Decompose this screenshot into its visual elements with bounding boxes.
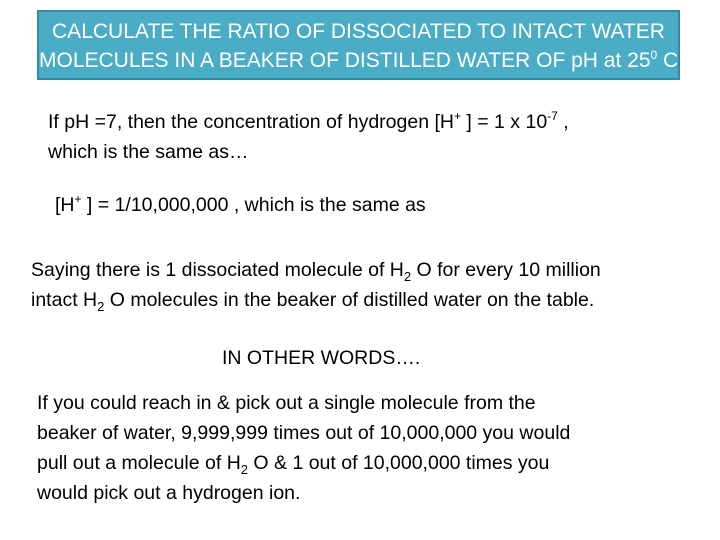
ph-line-2: which is the same as… (48, 141, 249, 163)
probability-line-1: If you could reach in & pick out a single molecule from the (37, 392, 536, 414)
probability-line-2: beaker of water, 9,999,999 times out of 10,000,000 you would (37, 422, 571, 444)
dissociation-line-2 (31, 285, 601, 315)
ph-line-1 (48, 107, 569, 137)
ph-text-c: , (557, 111, 569, 133)
probability-paragraph (37, 388, 570, 508)
ph-text-a: If pH =7, then the concentration of hydrogen [H (48, 111, 454, 133)
ph-concentration-paragraph (48, 107, 569, 167)
fraction-paragraph (55, 190, 426, 220)
water-subscript-3: 2 (240, 462, 249, 477)
title-line-2-text: MOLECULES IN A BEAKER OF DISTILLED WATER OF pH at 25 (39, 49, 651, 72)
dissociation-text-d: O molecules in the beaker of distilled water on the table. (104, 289, 595, 311)
fraction-text-a: [H (55, 194, 75, 216)
degree-superscript: 0 (650, 48, 658, 62)
title-line-1: CALCULATE THE RATIO OF DISSOCIATED TO INTACT WATER (52, 20, 665, 43)
dissociation-line-1 (31, 255, 601, 285)
probability-line-3 (37, 448, 570, 478)
water-subscript-2: 2 (97, 299, 105, 314)
slide-title (37, 10, 680, 80)
probability-text-a: pull out a molecule of H (37, 452, 241, 474)
exponent: -7 (547, 109, 558, 123)
in-other-words-heading: IN OTHER WORDS…. (222, 347, 421, 369)
probability-line-4: would pick out a hydrogen ion. (37, 482, 301, 504)
probability-text-b: O & 1 out of 10,000,000 times you (248, 452, 550, 474)
dissociation-text-c: intact H (31, 289, 98, 311)
dissociation-paragraph (31, 255, 601, 315)
ph-text-b: ] = 1 x 10 (460, 111, 548, 133)
water-subscript: 2 (403, 269, 412, 284)
fraction-text-b: ] = 1/10,000,000 , which is the same as (81, 194, 426, 216)
dissociation-text-b: O for every 10 million (411, 259, 601, 281)
title-line-2-unit: C (657, 49, 679, 72)
hydrogen-charge-2: + (74, 192, 82, 206)
hydrogen-charge: + (453, 109, 461, 123)
title-line-2 (39, 46, 678, 75)
dissociation-text-a: Saying there is 1 dissociated molecule of H (31, 259, 404, 281)
